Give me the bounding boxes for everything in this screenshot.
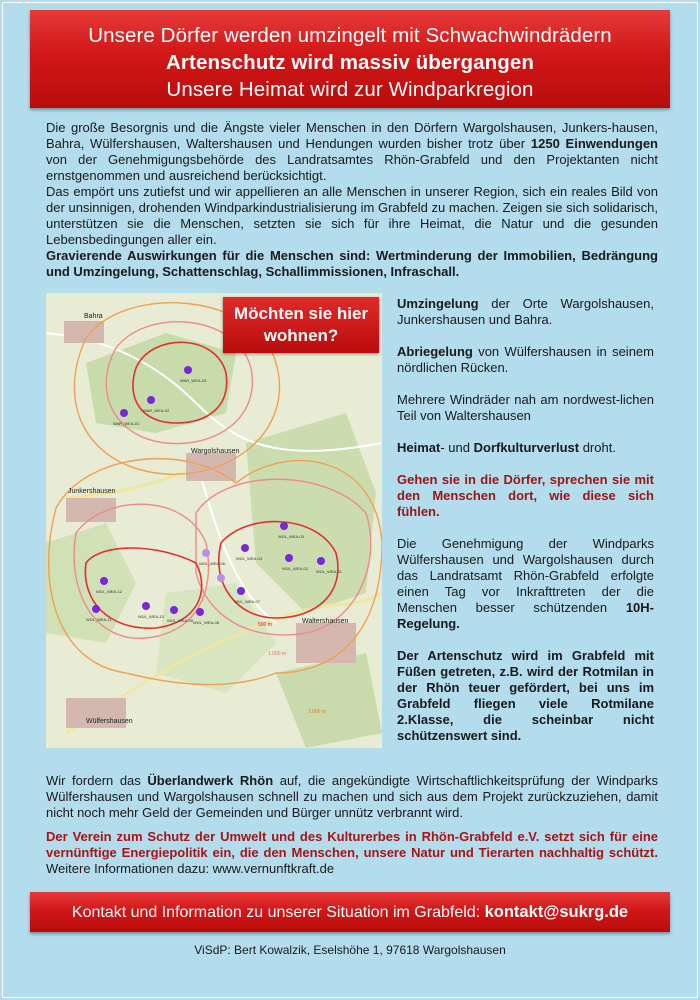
turbine-label: WAR_WEA-01 bbox=[113, 421, 140, 426]
header-line-2: Artenschutz wird massiv übergangen bbox=[166, 51, 534, 74]
side-abriegelung bbox=[397, 344, 654, 376]
turbine-marker bbox=[170, 606, 178, 614]
outro-p1-a: Wir fordern das bbox=[46, 773, 148, 788]
turbine-label: WÜL_WEA-07 bbox=[234, 599, 261, 604]
place-label-waltershausen: Waltershausen bbox=[302, 618, 349, 625]
intro-text bbox=[46, 120, 658, 280]
contact-email[interactable]: kontakt@sukrg.de bbox=[484, 903, 629, 921]
turbine-label: WÜL_WEA-01 bbox=[316, 569, 343, 574]
outro-paragraph-2 bbox=[46, 829, 658, 877]
side-artenschutz: Der Artenschutz wird im Grabfeld mit Füßen getreten, z.B. wird der Rotmilan in der Rhön teuer gefördert, bei uns im Grabfeld fliegen viele Rotmilane 2.Klasse, die scheinbar nicht schützenswert sind. bbox=[397, 648, 654, 743]
turbine-marker bbox=[142, 602, 150, 610]
turbine-marker bbox=[120, 409, 128, 417]
place-label-wuelfershausen: Wülfershausen bbox=[86, 718, 133, 725]
intro-p1-text-b: von der Genehmigungsbehörde des Landratsamtes Rhön-Grabfeld und den Projektanten nicht ernstgenommen und ausreichend berücksichtigt. bbox=[46, 152, 658, 183]
imprint: ViSdP: Bert Kowalzik, Eselshöhe 1, 97618 Wargolshausen bbox=[194, 943, 506, 957]
outro-p1-c: auf, die angekündigte Wirtschaftlichkeitsprüfung der Windparks Wülfershausen und Wargolshausen schnell zu machen und sich aus dem Projekt zurückzuziehen, damit nicht noch mehr Geld der Gemeinden und Bürger unnütz verbrannt wird. bbox=[46, 773, 658, 820]
turbine-label: WAR_WEA-03 bbox=[180, 378, 207, 383]
turbine-label: WÜL_WEA-03 bbox=[278, 534, 305, 539]
intro-paragraph-3: Gravierende Auswirkungen für die Menschen sind: Wertminderung der Immobilien, Bedrängung und Umzingelung, Schattenschlag, Schallimmissionen, Infraschall. bbox=[46, 248, 658, 279]
side-s6-text: Die Genehmigung der Windparks Wülfershausen und Wargolshausen durch das Landratsamt Rhön-Grabfeld erfolgte einen Tag vor Inkrafttreten der die Menschen besser schützenden bbox=[397, 536, 654, 615]
side-umzingelung bbox=[397, 296, 654, 328]
side-genehmigung bbox=[397, 536, 654, 632]
intro-p1-text-a: Die große Besorgnis und die Ängste vieler Menschen in den Dörfern Wargolshausen, Junkers-hausen, Bahra, Wülfershausen, Waltershausen und Hendungen wurden bisher trotz über bbox=[46, 120, 658, 151]
intro-paragraph-2: Das empört uns zutiefst und wir appellieren an alle Menschen in unserer Region, sich ein reales Bild von der unsinnigen, drohenden Windparkindustrialisierung im Grabfeld zu machen. Zeigen sie sich solidarisch, unterstützen sie die Menschen, setzten sie sich für ihre Heimat, die Natur und die gesunden Lebensbedingungen aller ein. bbox=[46, 184, 658, 247]
side-s6-bold: 10H-Regelung. bbox=[397, 600, 654, 631]
distance-label-2000: 2.000 m bbox=[308, 709, 327, 715]
place-label-junkershausen: Junkershausen bbox=[68, 488, 116, 495]
turbine-marker bbox=[241, 544, 249, 552]
header-line-1: Unsere Dörfer werden umzingelt mit Schwachwindrädern bbox=[88, 24, 612, 47]
side-s2-bold: Abriegelung bbox=[397, 344, 473, 359]
turbine-label: WÜL_WEA-11 bbox=[86, 617, 112, 622]
map-question-box: Möchten sie hier wohnen? bbox=[223, 297, 379, 353]
turbine-label: WÜL_WEA-12 bbox=[96, 589, 123, 594]
turbine-label: WAR_WEA-02 bbox=[143, 408, 170, 413]
turbine-label: WÜL_WEA-09 bbox=[167, 618, 194, 623]
village-area bbox=[64, 321, 104, 343]
contact-banner bbox=[30, 892, 670, 932]
header-banner bbox=[30, 10, 670, 108]
turbine-marker bbox=[317, 557, 325, 565]
side-s4-mid: - und bbox=[440, 440, 474, 455]
turbine-marker bbox=[100, 577, 108, 585]
turbine-marker-existing bbox=[202, 549, 210, 557]
place-label-wargolshausen: Wargolshausen bbox=[191, 448, 240, 455]
wind-park-map bbox=[46, 293, 382, 748]
turbine-label: WÜL_WEA-10 bbox=[138, 614, 165, 619]
side-heimat bbox=[397, 440, 654, 456]
side-s4-bold-1: Heimat bbox=[397, 440, 441, 455]
header-line-3: Unsere Heimat wird zur Windparkregion bbox=[166, 78, 534, 101]
turbine-marker bbox=[196, 608, 204, 616]
outro-p1-bold: Überlandwerk Rhön bbox=[147, 773, 274, 788]
side-s4-bold-2: Dorfkulturverlust bbox=[473, 440, 580, 455]
distance-label-1000: 1.000 m bbox=[268, 651, 287, 657]
turbine-marker bbox=[184, 366, 192, 374]
intro-p1-strong: 1250 Einwendungen bbox=[530, 136, 658, 151]
contact-text: Kontakt und Information zu unserer Situation im Grabfeld: bbox=[71, 904, 485, 921]
side-column bbox=[397, 296, 654, 760]
turbine-marker bbox=[285, 554, 293, 562]
turbine-marker bbox=[280, 522, 288, 530]
outro-p2-red: Der Verein zum Schutz der Umwelt und des Kulturerbes in Rhön-Grabfeld e.V. setzt sich für eine vernünftige Energiepolitik ein, die den Menschen, unsere Natur und Tierarten nachhaltig schützt. bbox=[46, 829, 658, 860]
outro-text bbox=[46, 773, 658, 885]
side-s1-text: der Orte Wargolshausen, Junkershausen und Bahra. bbox=[397, 296, 654, 327]
turbine-label: WÜL_WEA-02 bbox=[282, 566, 309, 571]
side-appeal: Gehen sie in die Dörfer, sprechen sie mit den Menschen dort, wie diese sich fühlen. bbox=[397, 472, 654, 519]
side-waltershausen: Mehrere Windräder nah am nordwest-lichen Teil von Waltershausen bbox=[397, 392, 654, 423]
place-label-bahra: Bahra bbox=[84, 313, 103, 320]
outro-p2-rest: Weitere Informationen dazu: www.vernunftkraft.de bbox=[46, 861, 335, 876]
side-s1-bold: Umzingelung bbox=[397, 296, 479, 311]
turbine-marker bbox=[237, 587, 245, 595]
turbine-label: WÜL_WEA-06 bbox=[199, 561, 226, 566]
intro-paragraph-1 bbox=[46, 120, 658, 184]
turbine-label: WÜL_WEA-08 bbox=[193, 620, 220, 625]
side-s4-text: droht. bbox=[579, 440, 616, 455]
village-area bbox=[296, 623, 356, 663]
map-graphic bbox=[46, 293, 382, 748]
turbine-marker-existing bbox=[217, 574, 225, 582]
outro-paragraph-1 bbox=[46, 773, 658, 821]
turbine-label: WÜL_WEA-04 bbox=[236, 556, 263, 561]
side-s2-text: von Wülfershausen in seinem nördlichen Rücken. bbox=[397, 344, 654, 375]
turbine-marker bbox=[92, 605, 100, 613]
distance-label-500: 500 m bbox=[258, 622, 272, 628]
turbine-marker bbox=[147, 396, 155, 404]
